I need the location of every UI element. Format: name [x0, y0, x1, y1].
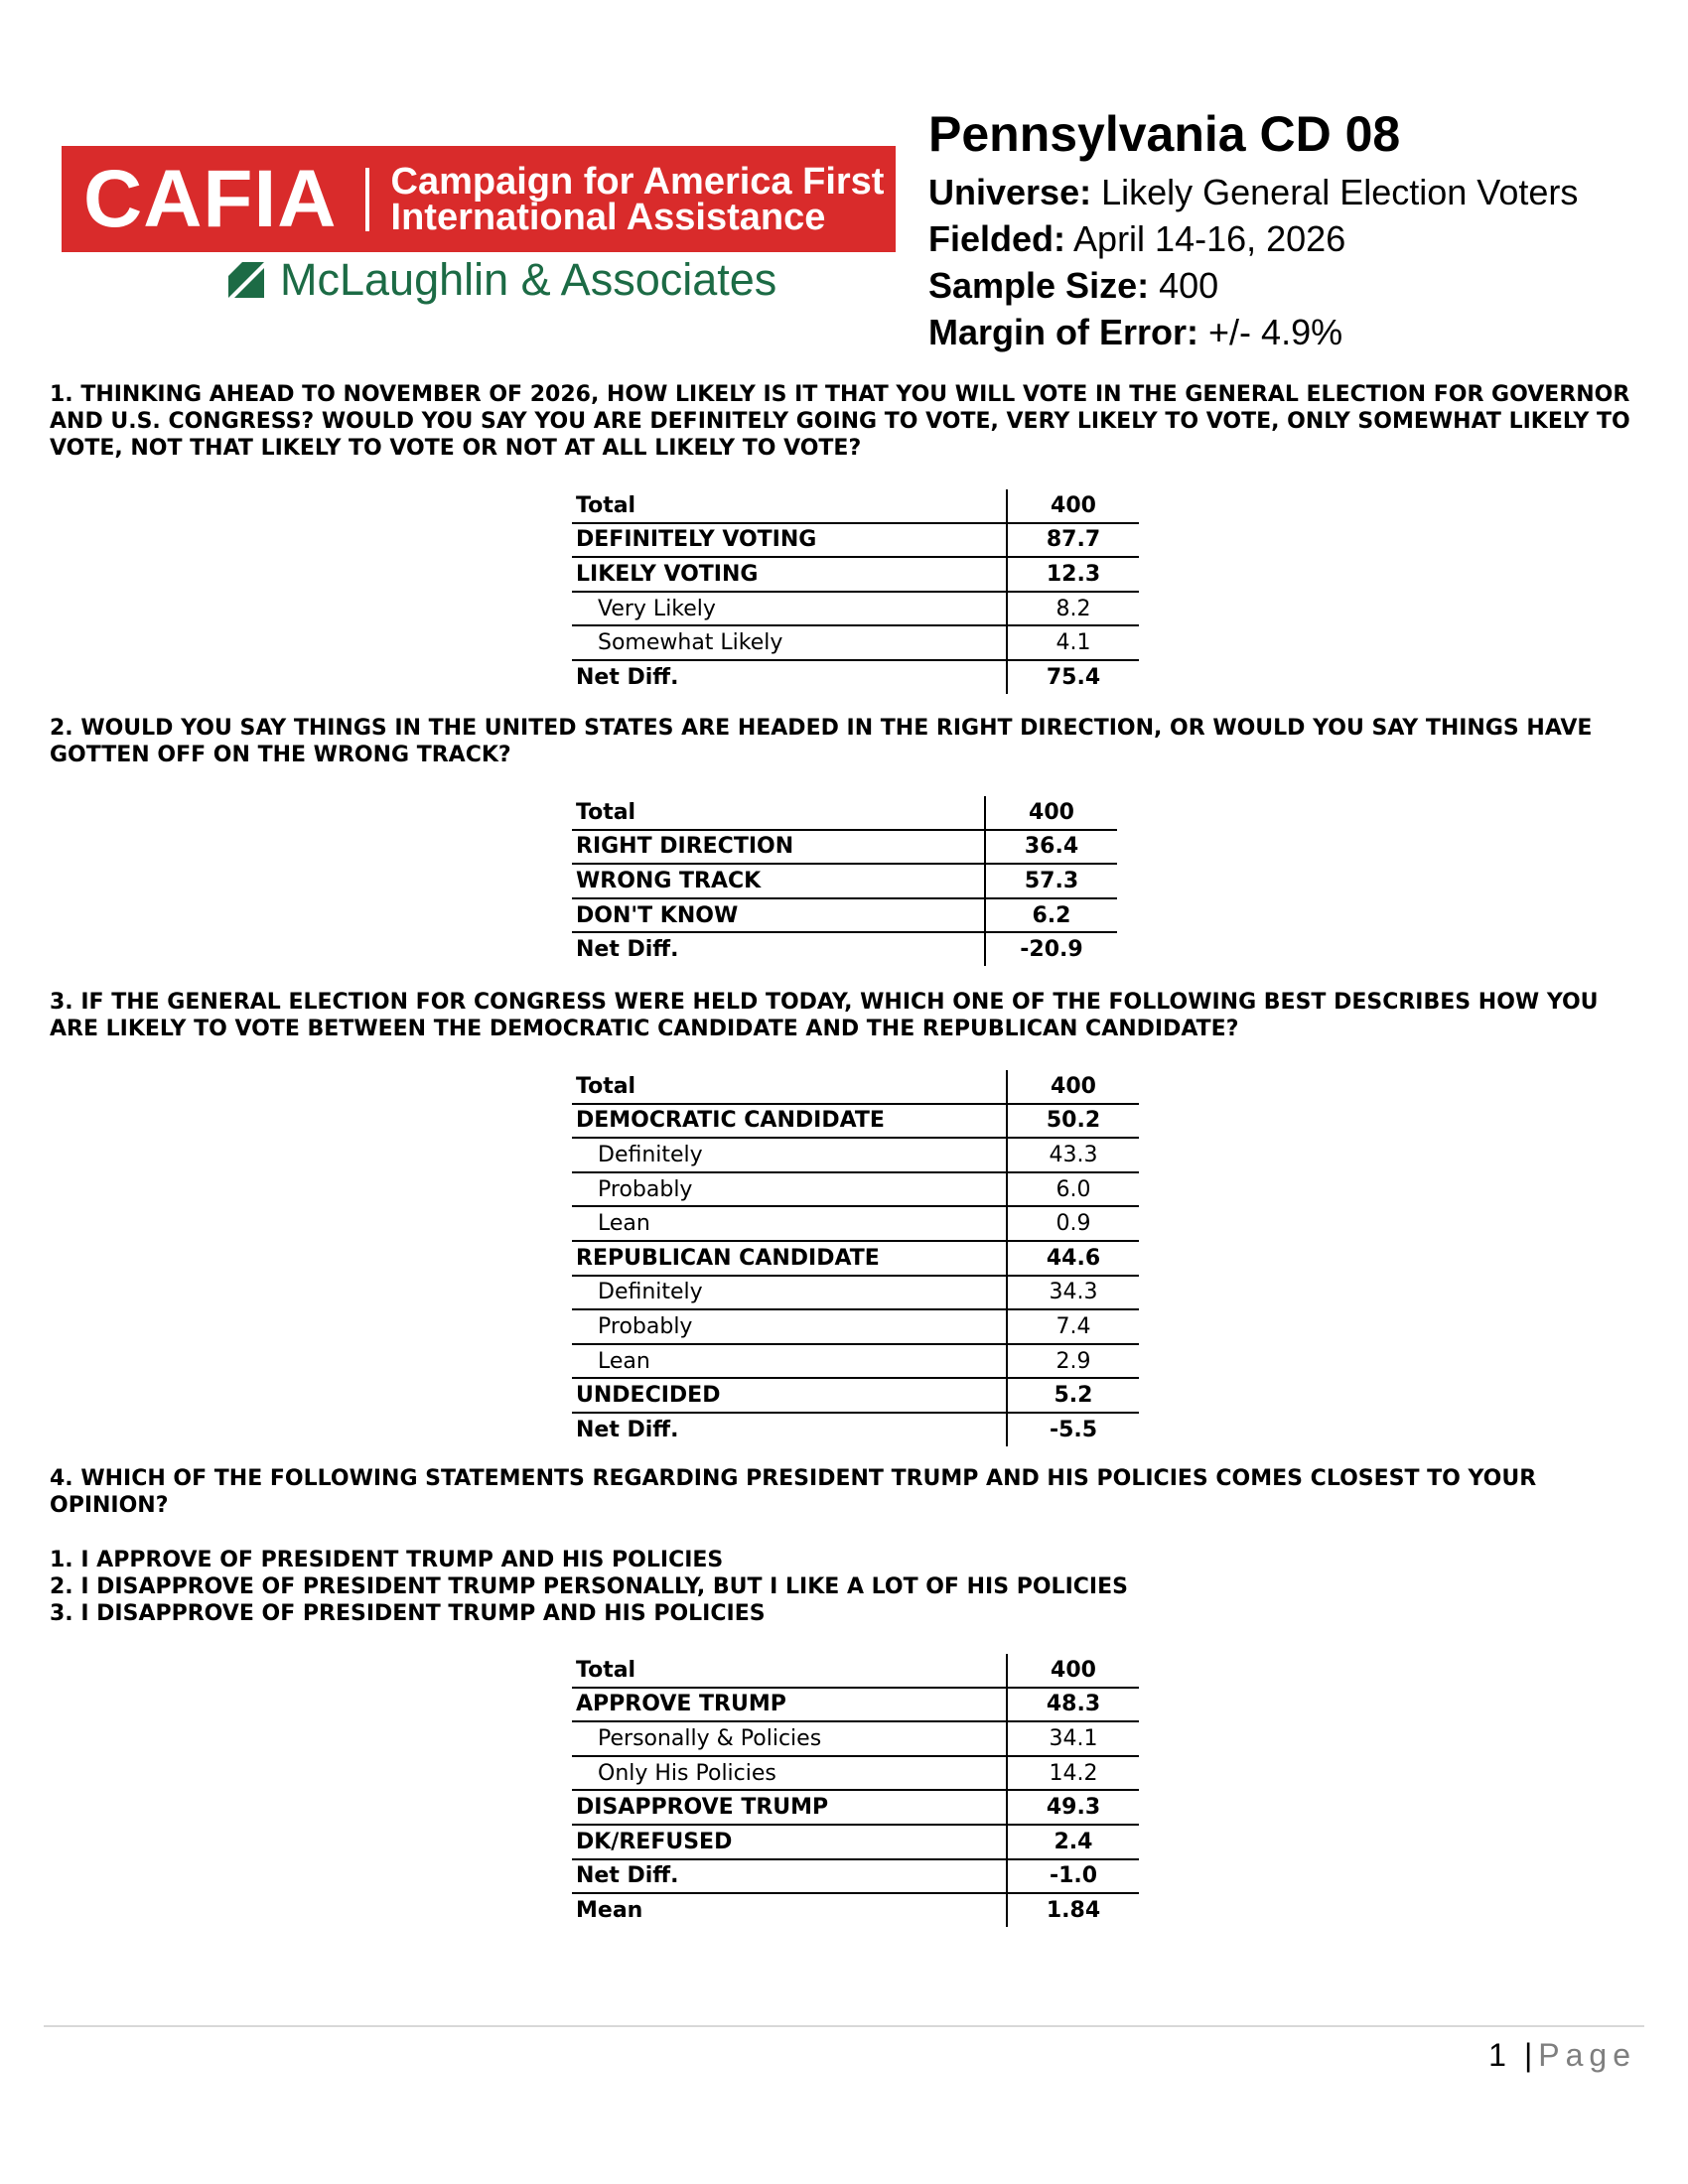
page-separator: | — [1523, 2037, 1533, 2073]
table-row — [572, 1688, 1139, 1722]
row-value: 12.3 — [1007, 557, 1139, 592]
table-row — [572, 1756, 1139, 1791]
row-value: 34.1 — [1007, 1721, 1139, 1756]
row-label: Probably — [572, 1309, 1007, 1344]
row-value: 0.9 — [1007, 1206, 1139, 1241]
survey-info — [928, 99, 1578, 355]
row-value: 75.4 — [1007, 660, 1139, 694]
table-row — [572, 796, 1117, 830]
row-label: Lean — [572, 1344, 1007, 1379]
row-value: 1.84 — [1007, 1893, 1139, 1927]
row-value: 2.4 — [1007, 1825, 1139, 1859]
row-value: 43.3 — [1007, 1138, 1139, 1172]
question-2-text: 2. WOULD YOU SAY THINGS IN THE UNITED STATES ARE HEADED IN THE RIGHT DIRECTION, OR WOULD YOU SAY THINGS HAVE GOTTEN OFF ON THE WRONG TRACK? — [50, 716, 1593, 767]
row-value: 8.2 — [1007, 592, 1139, 626]
row-label: REPUBLICAN CANDIDATE — [572, 1241, 1007, 1276]
row-value: 50.2 — [1007, 1104, 1139, 1139]
row-value: -5.5 — [1007, 1413, 1139, 1446]
footer-rule — [44, 2025, 1644, 2027]
table-row — [572, 1138, 1139, 1172]
table-row — [572, 830, 1117, 865]
row-label: DK/REFUSED — [572, 1825, 1007, 1859]
row-label: Net Diff. — [576, 937, 679, 963]
question-2-table — [572, 796, 1117, 966]
row-label: UNDECIDED — [572, 1378, 1007, 1413]
row-label: Total — [572, 796, 985, 830]
row-value: 6.0 — [1007, 1172, 1139, 1207]
row-value: 5.2 — [1007, 1378, 1139, 1413]
universe-label: Universe: — [928, 172, 1092, 212]
row-value: 4.1 — [1007, 625, 1139, 660]
row-label: RIGHT DIRECTION — [572, 830, 985, 865]
row-value: 49.3 — [1007, 1790, 1139, 1825]
row-label: Lean — [572, 1206, 1007, 1241]
sample-value: 400 — [1159, 265, 1219, 306]
row-label: Total — [572, 489, 1007, 523]
row-label: APPROVE TRUMP — [572, 1688, 1007, 1722]
table-row — [572, 1893, 1139, 1927]
cafia-logo-banner — [62, 146, 896, 252]
row-value: 14.2 — [1007, 1756, 1139, 1791]
row-label: WRONG TRACK — [572, 864, 985, 898]
row-value: -1.0 — [1007, 1859, 1139, 1894]
question-3-text: 3. IF THE GENERAL ELECTION FOR CONGRESS WERE HELD TODAY, WHICH ONE OF THE FOLLOWING BEST DESCRIBES HOW YOU ARE LIKELY TO VOTE BETWEEN THE DEMOCRATIC CANDIDATE AND THE REPUBLICAN CANDIDATE? — [50, 990, 1599, 1041]
logo-cafia-text: CAFIA — [83, 153, 338, 244]
question-4-option-3: 3. I DISAPPROVE OF PRESIDENT TRUMP AND HIS POLICIES — [50, 1601, 766, 1626]
table-row — [572, 1070, 1139, 1104]
table-row — [572, 1721, 1139, 1756]
table-row — [572, 592, 1139, 626]
fielded-value: April 14-16, 2026 — [1073, 218, 1346, 259]
question-4-option-2: 2. I DISAPPROVE OF PRESIDENT TRUMP PERSONALLY, BUT I LIKE A LOT OF HIS POLICIES — [50, 1574, 1128, 1599]
table-row — [572, 1344, 1139, 1379]
table-row — [572, 1241, 1139, 1276]
row-value: -20.9 — [985, 932, 1117, 966]
row-label: LIKELY VOTING — [572, 557, 1007, 592]
logo-full-name — [390, 160, 885, 238]
row-value: 57.3 — [985, 864, 1117, 898]
row-label: Definitely — [572, 1138, 1007, 1172]
mclaughlin-name: McLaughlin & Associates — [280, 254, 777, 305]
mclaughlin-mark-icon — [228, 262, 264, 298]
row-label: Net Diff. — [572, 1859, 1007, 1894]
row-label: DON'T KNOW — [572, 898, 985, 933]
row-label: DEMOCRATIC CANDIDATE — [572, 1104, 1007, 1139]
logo-line-2: International Assistance — [390, 196, 826, 238]
table-row — [572, 523, 1139, 558]
fielded-label: Fielded: — [928, 218, 1066, 259]
table-row — [572, 1413, 1139, 1446]
row-value: 400 — [1007, 489, 1139, 523]
row-value: 400 — [1007, 1654, 1139, 1688]
table-row — [572, 1825, 1139, 1859]
question-4-table — [572, 1654, 1139, 1927]
question-1-table — [572, 489, 1139, 694]
table-row — [572, 1172, 1139, 1207]
sample-line — [928, 262, 1578, 309]
row-value: 44.6 — [1007, 1241, 1139, 1276]
page-number: 1 — [1488, 2037, 1506, 2073]
row-value: 7.4 — [1007, 1309, 1139, 1344]
table-row — [572, 1654, 1139, 1688]
table-row — [572, 625, 1139, 660]
table-row — [572, 1276, 1139, 1310]
row-label: Mean — [576, 1897, 643, 1923]
row-label: Only His Policies — [572, 1756, 1007, 1791]
page-footer — [1488, 2037, 1636, 2074]
row-value: 48.3 — [1007, 1688, 1139, 1722]
row-value: 6.2 — [985, 898, 1117, 933]
table-row — [572, 660, 1139, 694]
table-row — [572, 1104, 1139, 1139]
row-value: 87.7 — [1007, 523, 1139, 558]
row-value: 2.9 — [1007, 1344, 1139, 1379]
question-4-option-1: 1. I APPROVE OF PRESIDENT TRUMP AND HIS POLICIES — [50, 1548, 724, 1572]
row-label: Probably — [572, 1172, 1007, 1207]
row-label: Somewhat Likely — [572, 625, 1007, 660]
table-row — [572, 864, 1117, 898]
table-row — [572, 1309, 1139, 1344]
page-title: Pennsylvania CD 08 — [928, 106, 1401, 162]
moe-label: Margin of Error: — [928, 312, 1199, 352]
row-label: DISAPPROVE TRUMP — [572, 1790, 1007, 1825]
table-row — [572, 898, 1117, 933]
row-label: Net Diff. — [576, 664, 679, 690]
row-label: Net Diff. — [576, 1417, 679, 1442]
table-row — [572, 557, 1139, 592]
row-label: Total — [572, 1070, 1007, 1104]
page-word: Page — [1538, 2037, 1636, 2073]
universe-line — [928, 169, 1578, 215]
table-row — [572, 1378, 1139, 1413]
row-label: DEFINITELY VOTING — [572, 523, 1007, 558]
row-value: 400 — [1007, 1070, 1139, 1104]
sample-label: Sample Size: — [928, 265, 1150, 306]
logo-divider — [365, 168, 369, 231]
table-row — [572, 1859, 1139, 1894]
row-label: Definitely — [572, 1276, 1007, 1310]
table-row — [572, 932, 1117, 966]
row-label: Total — [572, 1654, 1007, 1688]
mclaughlin-logo — [228, 252, 776, 308]
row-label: Very Likely — [572, 592, 1007, 626]
moe-line — [928, 309, 1578, 355]
row-label: Personally & Policies — [572, 1721, 1007, 1756]
table-row — [572, 1790, 1139, 1825]
logo-line-1: Campaign for America First — [390, 160, 885, 203]
moe-value: +/- 4.9% — [1208, 312, 1343, 352]
question-3-table — [572, 1070, 1139, 1446]
table-row — [572, 1206, 1139, 1241]
universe-value: Likely General Election Voters — [1101, 172, 1579, 212]
row-value: 34.3 — [1007, 1276, 1139, 1310]
question-4-text: 4. WHICH OF THE FOLLOWING STATEMENTS REGARDING PRESIDENT TRUMP AND HIS POLICIES COMES CLOSEST TO YOUR OPINION? — [50, 1466, 1537, 1518]
table-row — [572, 489, 1139, 523]
row-value: 400 — [985, 796, 1117, 830]
question-1-text: 1. THINKING AHEAD TO NOVEMBER OF 2026, HOW LIKELY IS IT THAT YOU WILL VOTE IN THE GENERAL ELECTION FOR GOVERNOR AND U.S. CONGRESS? WOULD YOU SAY YOU ARE DEFINITELY GOING TO VOTE, VERY LIKELY TO VOTE, ONLY SOMEWHAT LIKELY TO VOTE, NOT THAT LIKELY TO VOTE OR NOT AT ALL LIKELY TO VOTE? — [50, 382, 1630, 461]
fielded-line — [928, 215, 1578, 262]
row-value: 36.4 — [985, 830, 1117, 865]
